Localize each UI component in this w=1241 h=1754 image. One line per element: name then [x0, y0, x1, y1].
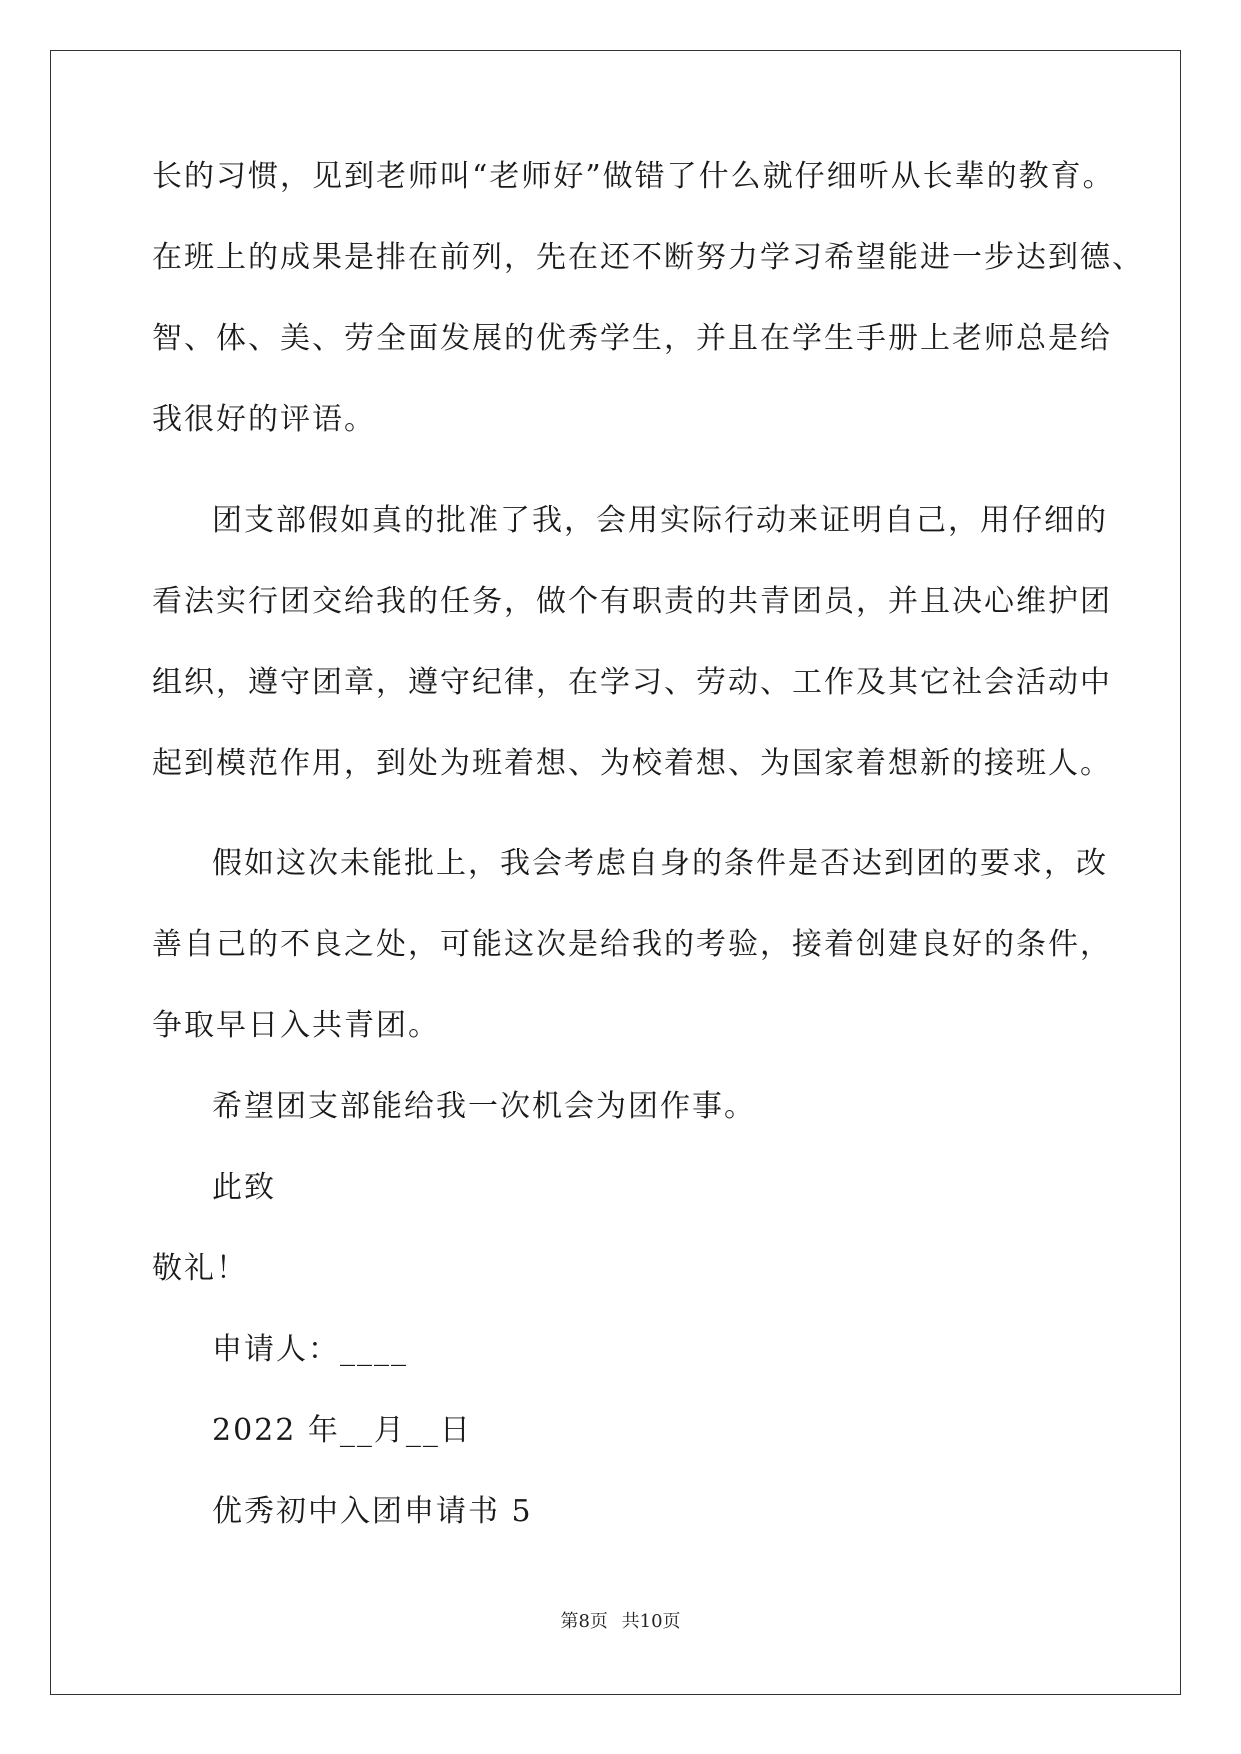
paragraph-first-line: 团支部假如真的批准了我，会用实际行动来证明自己，用仔细的 [212, 503, 1108, 538]
body-line: 长的习惯，见到老师叫“老师好”做错了什么就仔细听从长辈的教育。 [152, 159, 1115, 194]
next-section-title: 优秀初中入团申请书 5 [212, 1494, 533, 1529]
body-line: 组织，遵守团章，遵守纪律，在学习、劳动、工作及其它社会活动中 [152, 665, 1112, 700]
body-line: 智、体、美、劳全面发展的优秀学生，并且在学生手册上老师总是给 [152, 321, 1112, 356]
body-line: 在班上的成果是排在前列，先在还不断努力学习希望能进一步达到德、 [152, 240, 1144, 275]
body-line: 争取早日入共青团。 [152, 1008, 440, 1043]
paragraph-first-line: 假如这次未能批上，我会考虑自身的条件是否达到团的要求，改 [212, 846, 1108, 881]
body-line: 起到模范作用，到处为班着想、为校着想、为国家着想新的接班人。 [152, 746, 1112, 781]
date-line: 2022 年__月__日 [212, 1413, 472, 1448]
page-number: 第8页 [560, 1611, 608, 1632]
body-line: 我很好的评语。 [152, 402, 376, 437]
applicant-signature: 申请人：____ [212, 1332, 408, 1367]
closing-salutation: 此致 [212, 1170, 276, 1205]
page-footer [0, 1610, 1241, 1634]
page-total: 共10页 [621, 1611, 681, 1632]
paragraph-first-line: 希望团支部能给我一次机会为团作事。 [212, 1089, 756, 1124]
body-line: 看法实行团交给我的任务，做个有职责的共青团员，并且决心维护团 [152, 584, 1112, 619]
body-line: 善自己的不良之处，可能这次是给我的考验，接着创建良好的条件， [152, 927, 1112, 962]
closing-regards: 敬礼！ [152, 1251, 248, 1286]
